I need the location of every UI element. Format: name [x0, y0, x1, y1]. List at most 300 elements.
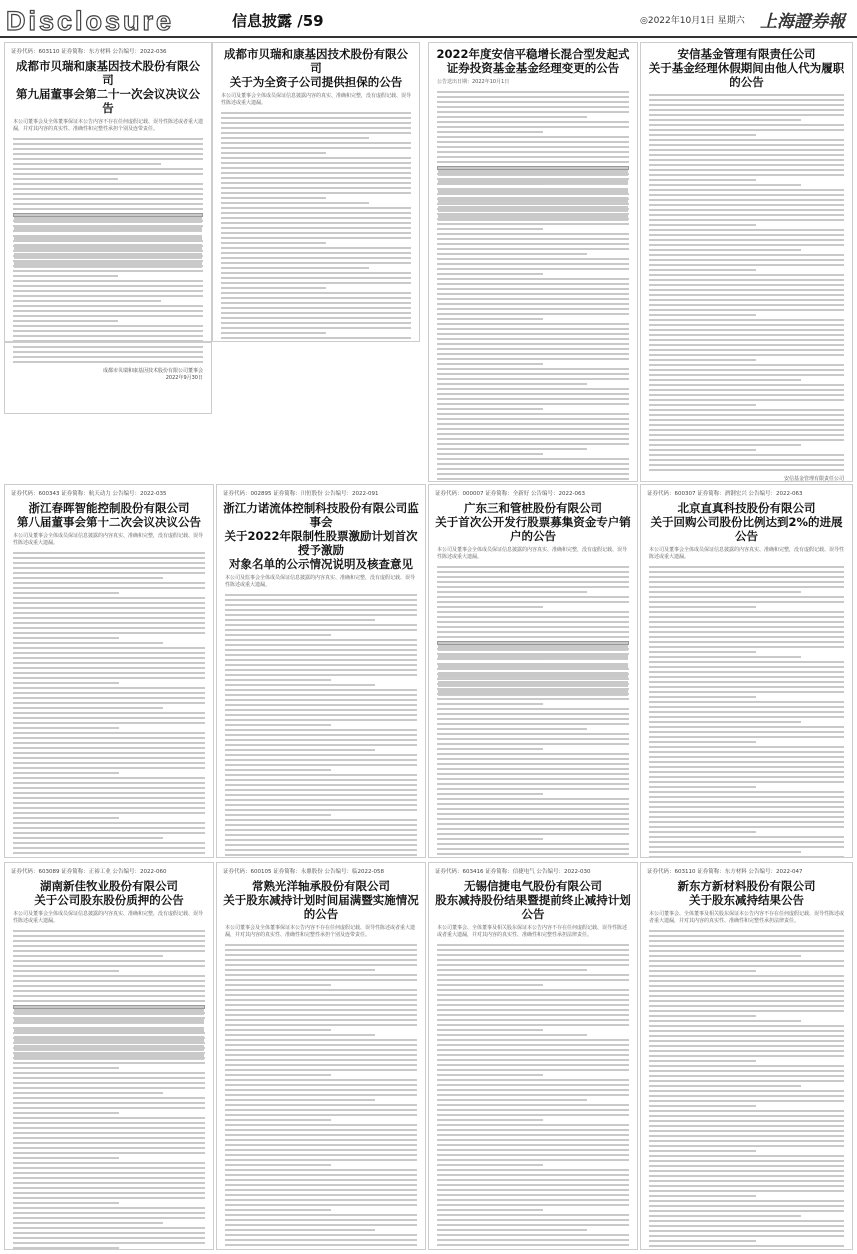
text-line [649, 581, 844, 583]
text-line [649, 566, 844, 568]
text-line [13, 802, 205, 804]
text-line [225, 979, 417, 981]
text-line [437, 1044, 629, 1046]
text-line [437, 111, 629, 113]
text-line [225, 1084, 417, 1086]
text-line [437, 798, 629, 800]
text-line [649, 1090, 844, 1092]
text-line [13, 687, 205, 689]
text-line [649, 1225, 844, 1227]
text-line [649, 1185, 844, 1187]
text-line [225, 599, 417, 601]
text-line [221, 147, 411, 149]
notice [216, 862, 426, 1250]
notice-intro: 本公司及董事会全体成员保证信息披露内容的真实、准确和完整，没有虚假记载、误导性陈述或重大遗漏。 [221, 93, 412, 106]
text-line [649, 454, 844, 456]
text-line [437, 188, 587, 190]
text-line [221, 202, 369, 204]
text-line [437, 388, 629, 390]
text-line [437, 433, 629, 435]
text-line [437, 1084, 629, 1086]
text-line [437, 253, 587, 255]
text-line [649, 1240, 756, 1242]
text-line [437, 1014, 629, 1016]
text-line [437, 653, 629, 655]
text-line [225, 749, 375, 751]
text-line [437, 363, 543, 365]
text-line [13, 637, 119, 639]
text-line [437, 1164, 543, 1166]
section-title: 信息披露 /59 [232, 12, 324, 30]
issue-date: ◎2022年10月1日 星期六 [640, 16, 745, 26]
text-line [437, 448, 587, 450]
notice [216, 484, 426, 858]
text-line [437, 338, 629, 340]
text-line [437, 843, 629, 845]
text-line [225, 789, 417, 791]
text-line [437, 974, 629, 976]
notice-title: 无锡信捷电气股份有限公司 股东减持股份结果暨提前终止减持计划公告 [435, 879, 631, 921]
text-line [13, 822, 205, 824]
text-line [649, 1120, 844, 1122]
text-line [649, 1235, 844, 1237]
text-line [649, 1205, 844, 1207]
text-line [649, 469, 844, 471]
text-line [649, 591, 801, 593]
text-line [649, 334, 844, 336]
text-line [13, 1227, 205, 1229]
text-line [221, 192, 411, 194]
text-line [649, 751, 844, 753]
text-line [437, 1199, 629, 1201]
notice-intro: 本公司董事会及全体董事保证本公告内容不存在任何虚假记载、误导性陈述或者重大遗漏，并对其内容的真实性、准确性和完整性承担个别及连带责任。 [13, 119, 204, 132]
notice [4, 42, 212, 342]
text-line [649, 1160, 844, 1162]
text-line [649, 741, 756, 743]
text-line [437, 601, 629, 603]
text-line [225, 769, 331, 771]
text-line [437, 1129, 629, 1131]
text-line [649, 811, 844, 813]
text-line [221, 287, 326, 289]
text-line [649, 736, 844, 738]
text-line [225, 1209, 331, 1211]
text-line [437, 243, 629, 245]
text-line [437, 213, 629, 215]
text-line [649, 836, 844, 838]
text-line [225, 699, 417, 701]
text-line [221, 262, 411, 264]
text-line [13, 178, 118, 180]
text-line [649, 1000, 844, 1002]
text-line [13, 265, 203, 267]
text-line [13, 1032, 205, 1034]
text-line [437, 403, 629, 405]
text-line [13, 1052, 205, 1054]
text-line [13, 1132, 205, 1134]
text-line [649, 244, 844, 246]
text-line [13, 742, 205, 744]
text-line [649, 1145, 844, 1147]
text-line [649, 1015, 756, 1017]
text-line [221, 257, 411, 259]
text-line [225, 794, 417, 796]
text-line [13, 1142, 205, 1144]
text-line [437, 808, 629, 810]
text-line [225, 1069, 417, 1071]
notice-body-text [429, 566, 637, 858]
text-line [221, 332, 326, 334]
text-line [649, 726, 844, 728]
text-line [13, 250, 203, 252]
text-line [13, 607, 205, 609]
text-line [437, 308, 629, 310]
notice [640, 862, 853, 1250]
text-line [13, 1017, 205, 1019]
text-line [649, 104, 844, 106]
text-line [13, 1202, 119, 1204]
text-line [13, 240, 203, 242]
text-line [649, 274, 844, 276]
text-line [13, 1092, 163, 1094]
text-line [437, 1039, 629, 1041]
text-line [649, 796, 844, 798]
text-line [437, 1109, 629, 1111]
text-line [649, 960, 844, 962]
text-line [13, 1107, 205, 1109]
text-line [437, 283, 629, 285]
text-line [437, 1079, 629, 1081]
text-line [13, 260, 203, 262]
text-line [649, 339, 844, 341]
text-line [13, 1012, 205, 1014]
text-line [221, 282, 411, 284]
text-line [437, 748, 543, 750]
text-line [13, 975, 205, 977]
text-line [225, 1159, 417, 1161]
text-line [13, 672, 205, 674]
text-line [13, 562, 205, 564]
text-line [649, 199, 844, 201]
text-line [13, 797, 205, 799]
text-line [225, 984, 331, 986]
text-line [649, 676, 844, 678]
text-line [437, 1149, 629, 1151]
text-line [437, 1069, 629, 1071]
text-line [13, 1072, 205, 1074]
text-line [225, 1099, 375, 1101]
text-line [225, 1044, 417, 1046]
text-line [221, 307, 411, 309]
text-line [13, 245, 203, 247]
text-line [221, 142, 411, 144]
text-line [437, 248, 629, 250]
text-line [649, 389, 844, 391]
text-line [649, 249, 801, 251]
text-line [437, 663, 587, 665]
text-line [437, 438, 629, 440]
text-line [649, 930, 844, 932]
notice-code: 证券代码：002895 证券简称：川恒股份 公告编号：2022-091 [223, 491, 379, 497]
text-line [649, 621, 844, 623]
text-line [221, 137, 369, 139]
notice-code: 证券代码：600343 证券简称：航天动力 公告编号：2022-035 [11, 491, 167, 497]
text-line [13, 1212, 205, 1214]
text-line [649, 259, 844, 261]
text-line [437, 218, 629, 220]
text-line [437, 818, 629, 820]
text-line [437, 373, 629, 375]
text-line [225, 774, 417, 776]
text-line [437, 1074, 543, 1076]
text-line [13, 572, 205, 574]
text-line [437, 708, 629, 710]
text-line [13, 138, 203, 140]
notice-body-text [5, 930, 213, 1250]
text-line [225, 1024, 417, 1026]
text-line [649, 344, 844, 346]
text-line [437, 1204, 629, 1206]
text-line [225, 1064, 417, 1066]
text-line [225, 1049, 417, 1051]
text-line [13, 945, 205, 947]
text-line [649, 1045, 844, 1047]
text-line [13, 1192, 205, 1194]
notice-code: 证券代码：600105 证券简称：永鼎股份 公告编号：临2022-058 [223, 869, 384, 875]
text-line [437, 1124, 629, 1126]
text-line [13, 325, 203, 327]
text-line [221, 337, 411, 339]
text-line [437, 478, 629, 480]
text-line [649, 721, 801, 723]
text-line [649, 1095, 844, 1097]
text-line [437, 193, 629, 195]
text-line [13, 1037, 205, 1039]
text-line [649, 1140, 844, 1142]
notice [4, 484, 214, 858]
text-line [649, 209, 844, 211]
text-line [437, 576, 629, 578]
text-line [225, 1114, 417, 1116]
text-line [649, 945, 844, 947]
text-line [225, 1249, 417, 1250]
text-line [13, 990, 205, 992]
text-line [649, 1035, 844, 1037]
text-line [437, 1189, 629, 1191]
text-line [225, 724, 331, 726]
text-line [13, 622, 205, 624]
text-line [437, 688, 629, 690]
text-line [437, 1154, 629, 1156]
text-line [649, 856, 844, 858]
text-line [221, 117, 411, 119]
text-line [225, 1219, 417, 1221]
text-line [225, 1019, 417, 1021]
text-line [437, 979, 629, 981]
text-line [13, 960, 205, 962]
notice-title: 常熟光洋轴承股份有限公司 关于股东减持计划时间届满暨实施情况的公告 [223, 879, 419, 921]
notice [640, 42, 853, 482]
text-line [649, 444, 801, 446]
text-line [437, 1004, 629, 1006]
text-line [221, 182, 411, 184]
text-line [13, 1247, 119, 1249]
text-line [225, 1184, 417, 1186]
text-line [437, 1024, 629, 1026]
text-line [13, 1172, 205, 1174]
text-line [437, 713, 629, 715]
text-line [649, 299, 844, 301]
text-line [221, 322, 411, 324]
text-line [225, 739, 417, 741]
text-line [437, 1119, 543, 1121]
text-line [437, 571, 629, 573]
text-line [225, 809, 417, 811]
text-line [221, 327, 411, 329]
text-line [649, 119, 801, 121]
text-line [13, 772, 119, 774]
text-line [225, 1164, 331, 1166]
text-line [437, 343, 629, 345]
text-line [437, 453, 543, 455]
text-line [649, 1165, 844, 1167]
notice-body-text [217, 594, 425, 858]
text-line [649, 646, 844, 648]
text-line [13, 935, 205, 937]
text-line [437, 141, 629, 143]
text-line [437, 1064, 629, 1066]
text-line [13, 627, 205, 629]
text-line [649, 384, 844, 386]
notice-code: 证券代码：603110 证券简称：东方材料 公告编号：2022-036 [11, 49, 167, 55]
text-line [649, 616, 844, 618]
text-line [437, 1214, 629, 1216]
text-line [649, 791, 844, 793]
text-line [221, 267, 369, 269]
text-line [649, 464, 844, 466]
text-line [13, 702, 205, 704]
text-line [13, 782, 205, 784]
notice-body-text [641, 94, 852, 471]
text-line [13, 762, 205, 764]
text-line [437, 954, 629, 956]
text-line [225, 1174, 417, 1176]
text-line [437, 718, 629, 720]
text-line [13, 330, 203, 332]
text-line [225, 619, 375, 621]
text-line [437, 393, 629, 395]
text-line [649, 671, 844, 673]
text-line [437, 383, 587, 385]
text-line [13, 567, 205, 569]
text-line [225, 609, 417, 611]
text-line [437, 1034, 587, 1036]
text-line [649, 661, 844, 663]
text-line [13, 995, 205, 997]
text-line [437, 673, 629, 675]
text-line [437, 1234, 629, 1236]
text-line [649, 1010, 844, 1012]
text-line [649, 1220, 844, 1222]
notice-title: 浙江春晖智能控制股份有限公司 第八届董事会第十二次会议决议公告 [17, 501, 201, 529]
text-line [437, 333, 629, 335]
text-line [649, 756, 844, 758]
text-line [649, 94, 844, 96]
text-line [437, 733, 629, 735]
text-line [437, 473, 629, 475]
text-line [13, 1242, 205, 1244]
text-line [649, 149, 844, 151]
section-logo: Disclosure [6, 6, 175, 36]
page-header [0, 0, 857, 38]
text-line [221, 242, 326, 244]
text-line [225, 704, 417, 706]
text-line [13, 980, 205, 982]
text-line [437, 778, 629, 780]
text-line [437, 263, 629, 265]
text-line [649, 1180, 844, 1182]
text-line [13, 587, 205, 589]
text-line [649, 1025, 844, 1027]
text-line [13, 280, 203, 282]
text-line [649, 576, 844, 578]
notice-title: 安信基金管理有限责任公司 关于基金经理休假期间由他人代为履职的公告 [648, 47, 845, 89]
text-line [437, 1209, 543, 1211]
text-line [13, 812, 205, 814]
text-line [649, 711, 844, 713]
text-line [649, 786, 756, 788]
text-line [225, 664, 417, 666]
text-line [437, 959, 629, 961]
text-line [437, 268, 629, 270]
text-line [225, 844, 417, 846]
text-line [437, 183, 543, 185]
text-line [649, 611, 844, 613]
notice-code: 证券代码：603089 证券简称：正裕工业 公告编号：2022-060 [11, 869, 167, 875]
text-line [649, 164, 844, 166]
text-line [13, 965, 205, 967]
text-line [13, 230, 118, 232]
text-line [649, 194, 844, 196]
text-line [437, 703, 543, 705]
text-line [13, 1117, 205, 1119]
text-line [13, 1102, 205, 1104]
text-line [13, 1057, 205, 1059]
text-line [225, 949, 417, 951]
text-line [13, 707, 163, 709]
text-line [13, 1237, 205, 1239]
notice-title: 北京直真科技股份有限公司 关于回购公司股份比例达到2%的进展公告 [650, 501, 843, 543]
text-line [649, 940, 844, 942]
text-line [13, 1182, 205, 1184]
notice-title: 2022年度安信平稳增长混合型发起式 证券投资基金基金经理变更的公告 [436, 47, 630, 75]
text-line [225, 1214, 417, 1216]
text-line [649, 1085, 801, 1087]
text-line [649, 636, 844, 638]
text-line [13, 255, 203, 257]
text-line [437, 994, 629, 996]
text-line [13, 667, 205, 669]
text-line [437, 203, 629, 205]
text-line [225, 1134, 417, 1136]
text-line [437, 136, 629, 138]
text-line [649, 394, 844, 396]
text-line [649, 254, 844, 256]
text-line [13, 832, 205, 834]
text-line [13, 153, 203, 155]
text-line [649, 264, 844, 266]
text-line [221, 157, 411, 159]
